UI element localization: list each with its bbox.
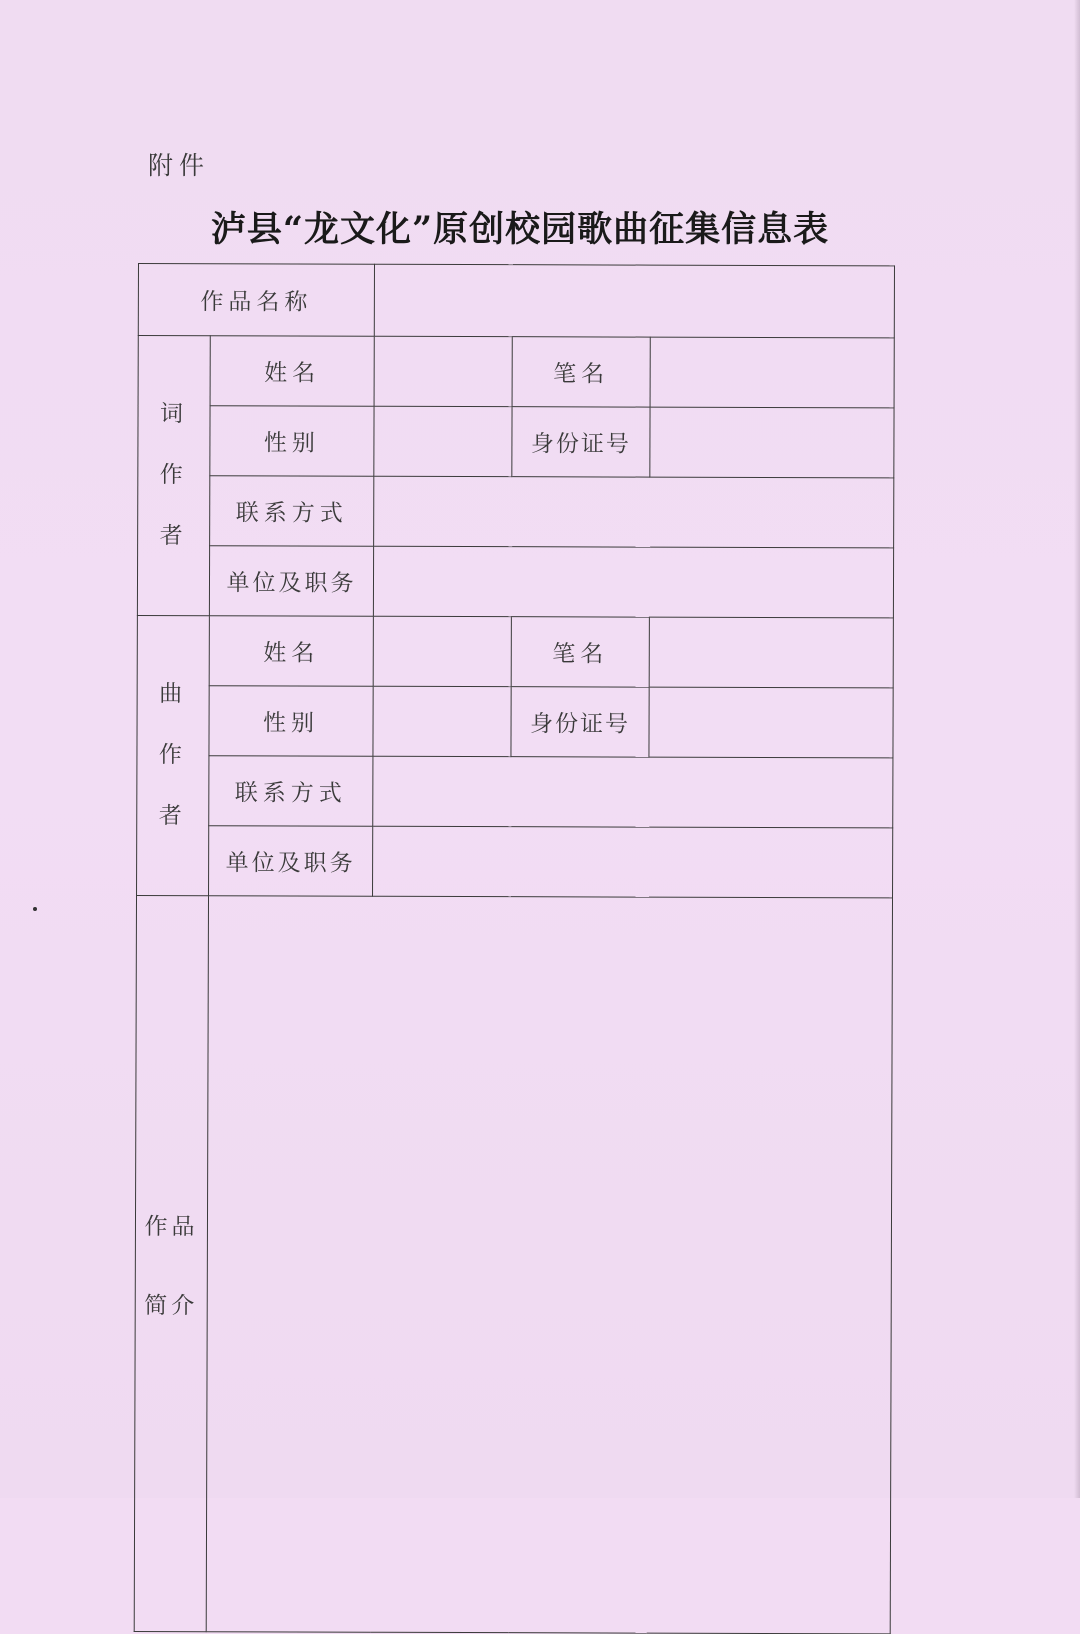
composer-name-row [137, 615, 893, 687]
lyricist-group-char-1: 词 [159, 401, 189, 428]
lyricist-name-label: 姓名 [210, 336, 374, 407]
form-title: 泸县“龙文化”原创校园歌曲征集信息表 [210, 209, 830, 250]
composer-contact-label: 联系方式 [209, 756, 373, 827]
composer-id-number-label: 身份证号 [511, 687, 649, 757]
composer-gender-field[interactable] [373, 686, 511, 756]
composer-unit-position-field[interactable] [373, 826, 893, 898]
composer-gender-row [137, 685, 893, 757]
work-name-field[interactable] [374, 264, 894, 338]
lyricist-gender-label: 性别 [210, 406, 374, 477]
song-info-form [134, 263, 895, 1634]
composer-pen-name-label: 笔名 [511, 617, 649, 687]
lyricist-name-field[interactable] [374, 336, 512, 406]
composer-pen-name-field[interactable] [649, 617, 893, 688]
work-name-row [138, 264, 894, 338]
attachment-label: 附件 [148, 151, 211, 180]
composer-unit-position-label: 单位及职务 [209, 826, 373, 897]
lyricist-group-char-3: 者 [159, 523, 188, 550]
lyricist-pen-name-field[interactable] [650, 337, 894, 408]
lyricist-unit-row [137, 546, 893, 618]
lyricist-contact-field[interactable] [374, 476, 894, 548]
lyricist-group-char-2: 作 [159, 462, 188, 489]
lyricist-group-label [137, 336, 210, 616]
lyricist-unit-position-label: 单位及职务 [209, 546, 373, 617]
composer-group-char-2: 作 [158, 742, 187, 769]
lyricist-gender-row [138, 406, 894, 478]
paper-speck [33, 907, 37, 911]
lyricist-name-row [138, 336, 894, 408]
composer-contact-row [137, 755, 893, 827]
composer-unit-row [137, 825, 893, 897]
composer-name-field[interactable] [373, 616, 511, 686]
intro-field[interactable] [206, 896, 892, 1634]
lyricist-gender-field[interactable] [374, 406, 512, 476]
composer-group-char-3: 者 [158, 803, 187, 830]
work-name-label: 作品名称 [138, 264, 374, 337]
composer-id-number-field[interactable] [649, 687, 893, 758]
lyricist-pen-name-label: 笔名 [512, 337, 650, 407]
lyricist-unit-position-field[interactable] [373, 546, 893, 618]
composer-group-char-1: 曲 [159, 681, 188, 708]
lyricist-id-number-field[interactable] [650, 407, 894, 478]
composer-name-label: 姓名 [209, 616, 373, 687]
paper-edge-shadow [1074, 0, 1080, 1498]
lyricist-contact-label: 联系方式 [210, 476, 374, 547]
composer-group-label [137, 615, 210, 895]
composer-gender-label: 性别 [209, 686, 373, 757]
intro-label [134, 895, 208, 1631]
intro-row [134, 895, 892, 1633]
intro-label-line-1: 作品 [144, 1213, 199, 1240]
lyricist-id-number-label: 身份证号 [512, 407, 650, 477]
composer-contact-field[interactable] [373, 756, 893, 828]
intro-label-line-2: 简介 [144, 1292, 199, 1319]
lyricist-contact-row [138, 476, 894, 548]
